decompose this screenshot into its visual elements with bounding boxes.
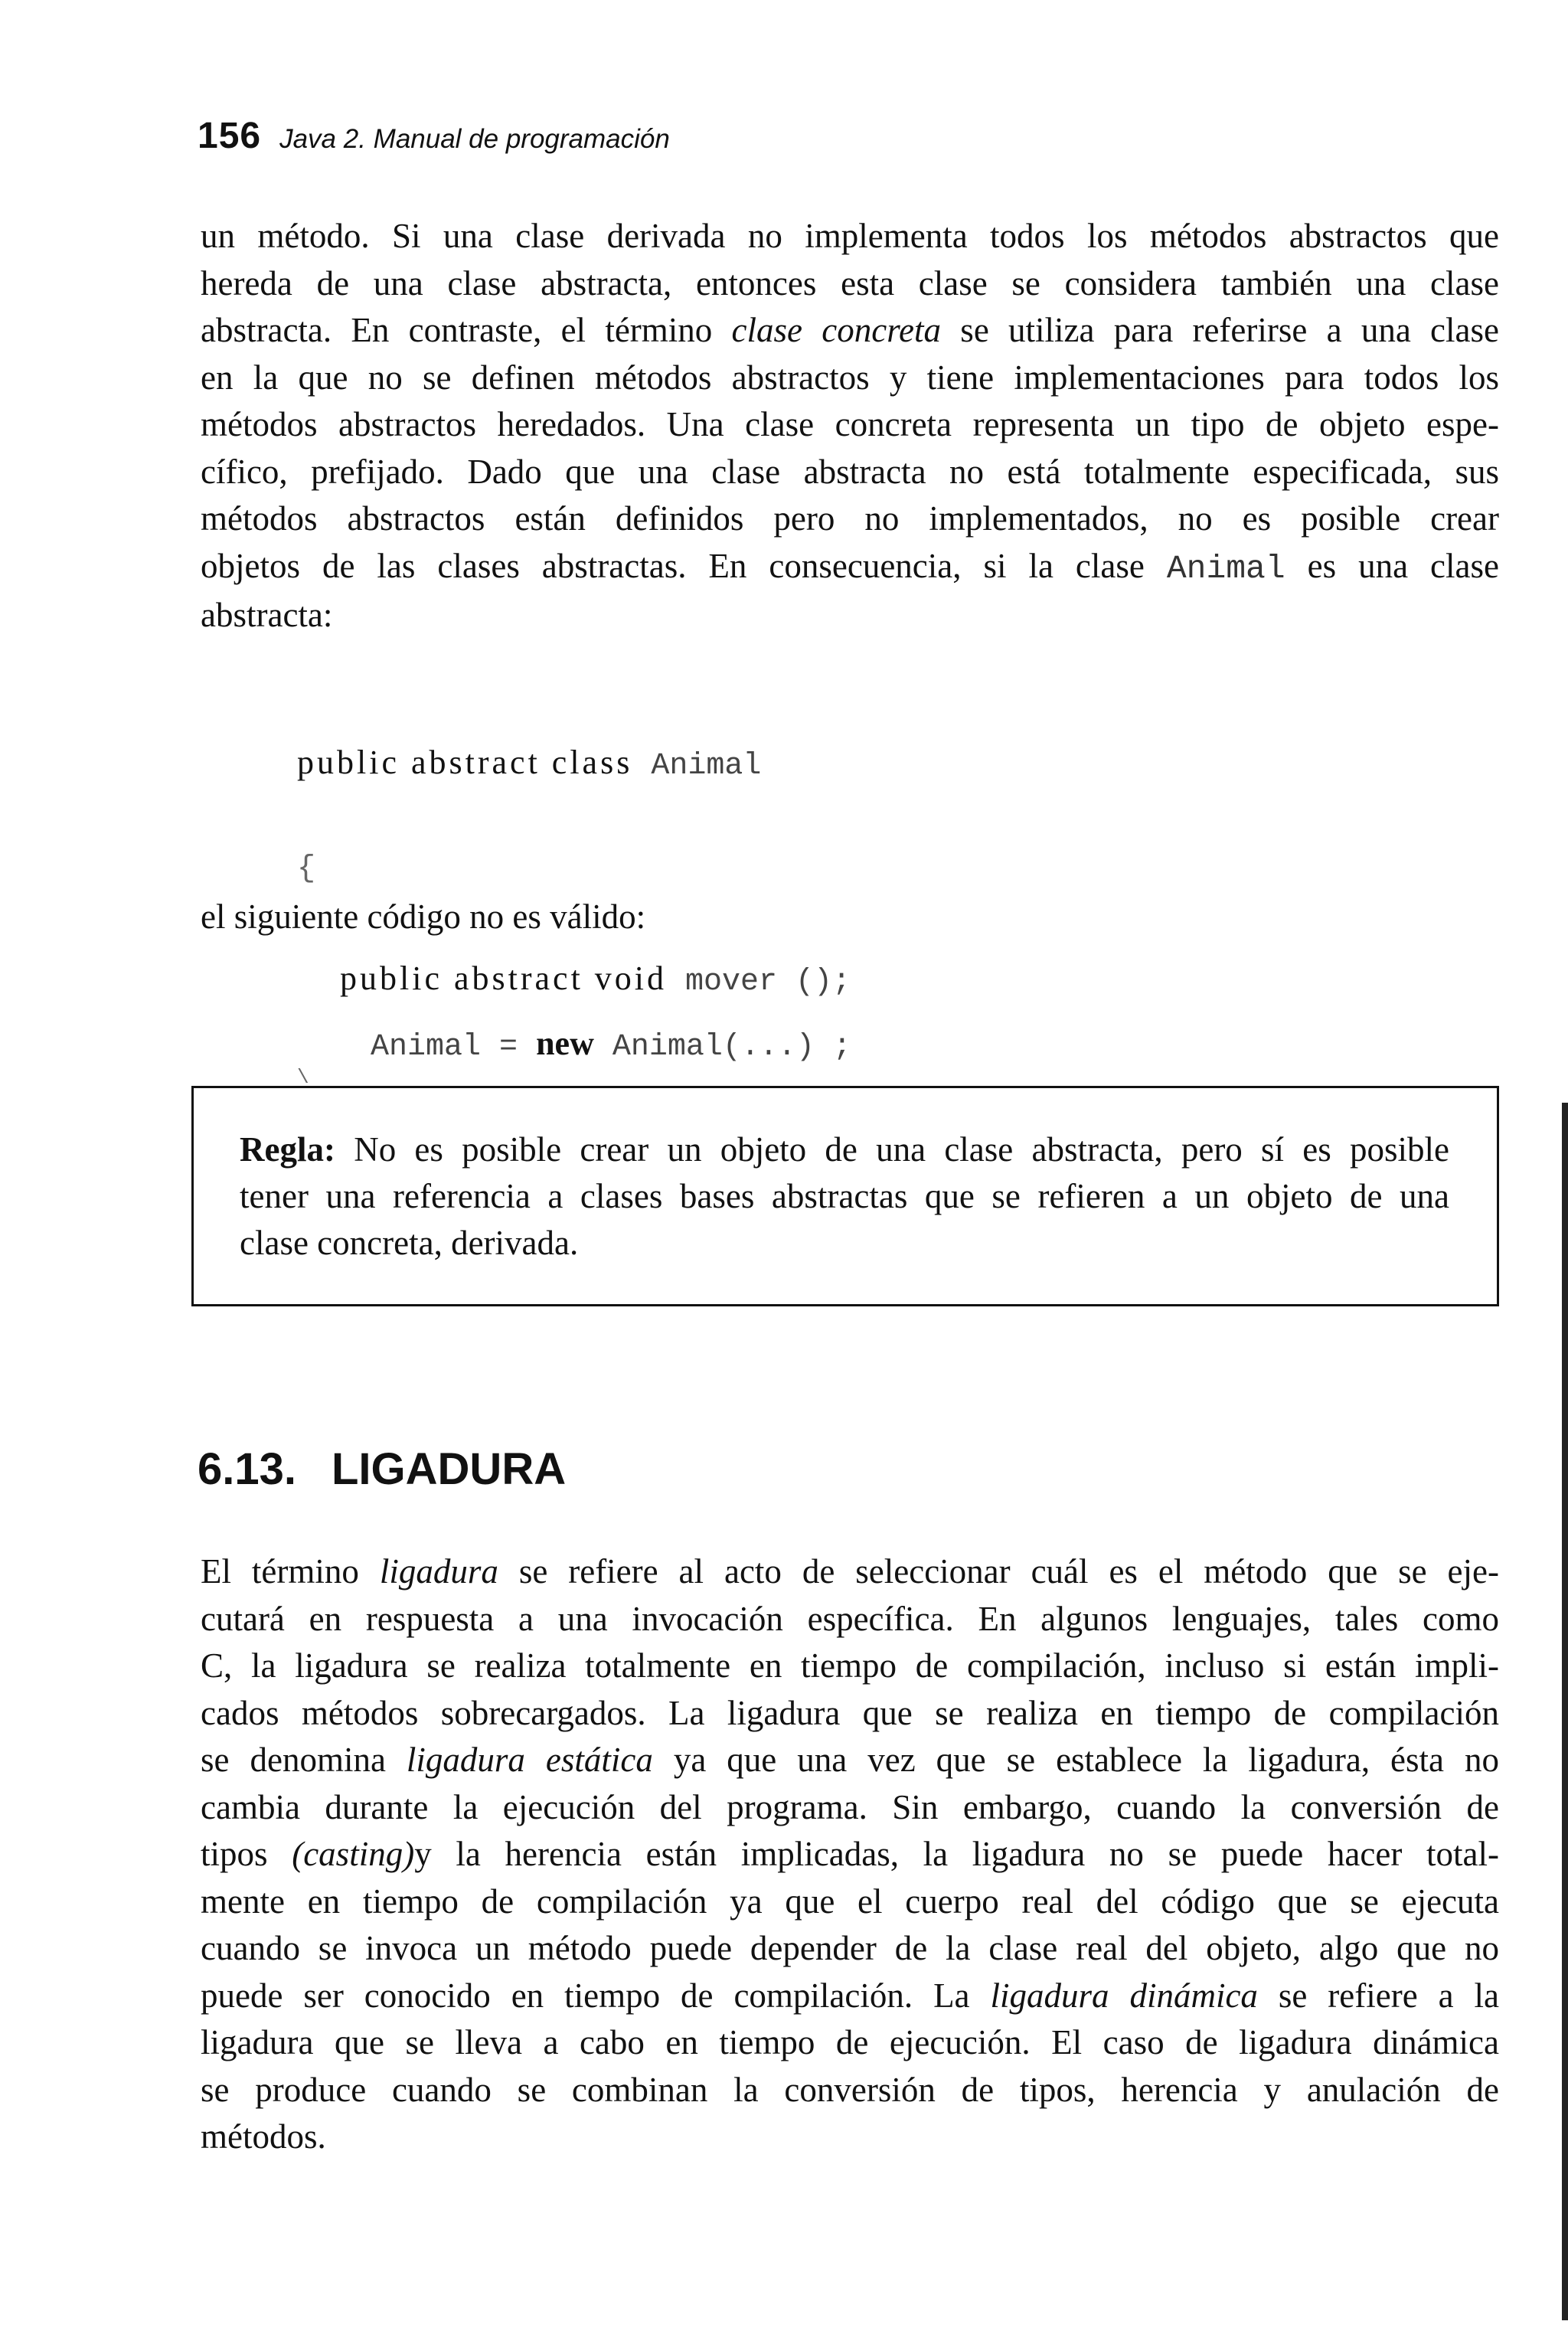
rule-text bbox=[240, 1126, 1449, 1267]
code-line: public abstract void mover (); bbox=[340, 960, 851, 999]
page-number: 156 bbox=[198, 116, 262, 156]
scan-page-edge bbox=[1562, 1103, 1568, 2320]
text-line: cuando se invoca un método puede depender de la clase real del objeto, algo que no bbox=[201, 1929, 1499, 1967]
text-line: un método. Si una clase derivada no implementa todos los métodos abstractos que bbox=[201, 217, 1499, 255]
text-line: abstracta. En contraste, el término clase concreta se utiliza para referirse a una clase bbox=[201, 311, 1499, 349]
code-line: public abstract class Animal bbox=[297, 744, 762, 783]
text-line: cados métodos sobrecargados. La ligadura que se realiza en tiempo de compilación bbox=[201, 1693, 1499, 1732]
text-line: se produce cuando se combinan la conversión de tipos, herencia y anulación de bbox=[201, 2070, 1499, 2109]
text-line: cífico, prefijado. Dado que una clase abstracta no está totalmente especificada, sus bbox=[201, 452, 1499, 491]
text-line: métodos. bbox=[201, 2117, 326, 2156]
text-line: Regla: No es posible crear un objeto de una clase abstracta, pero sí es posible bbox=[240, 1130, 1449, 1169]
inline-code-animal: Animal bbox=[1166, 549, 1285, 587]
text-line: en la que no se definen métodos abstractos y tiene implementaciones para todos los bbox=[201, 358, 1499, 397]
text-line: tener una referencia a clases bases abstractas que se refieren a un objeto de una bbox=[240, 1177, 1449, 1215]
section-number: 6.13. bbox=[198, 1444, 296, 1494]
text-line: mente en tiempo de compilación ya que el cuerpo real del código que se ejecuta bbox=[201, 1881, 1499, 1921]
text-line: puede ser conocido en tiempo de compilación. La ligadura dinámica se refiere a la bbox=[201, 1976, 1500, 2015]
rule-label: Regla: bbox=[240, 1130, 335, 1169]
text-line: hereda de una clase abstracta, entonces esta clase se considera también una clase bbox=[201, 263, 1499, 302]
code-line: \ bbox=[297, 1066, 309, 1089]
code-line: { bbox=[297, 852, 316, 886]
text-line: abstracta: bbox=[201, 596, 333, 634]
section-heading bbox=[198, 1443, 566, 1495]
rule-box bbox=[191, 1086, 1499, 1306]
paragraph-ligadura bbox=[201, 1548, 1499, 2161]
text-line: objetos de las clases abstractas. En consecuencia, si la clase Animal es una clase bbox=[201, 546, 1499, 587]
text-line: métodos abstractos heredados. Una clase concreta representa un tipo de objeto espe- bbox=[201, 405, 1499, 443]
text-line: C, la ligadura se realiza totalmente en tiempo de compilación, incluso si están impli- bbox=[201, 1646, 1499, 1685]
text-line: métodos abstractos están definidos pero no implementados, no es posible crear bbox=[201, 499, 1499, 538]
code-block-invalid: Animal = new Animal(...) ; bbox=[371, 1025, 851, 1064]
text-line: ligadura que se lleva a cabo en tiempo de ejecución. El caso de ligadura dinámica bbox=[201, 2023, 1499, 2061]
text-line: cutará en respuesta a una invocación específica. En algunos lenguajes, tales como bbox=[201, 1599, 1499, 1638]
paragraph-abstract-classes bbox=[201, 213, 1499, 639]
text-line: tipos (casting)y la herencia están implicadas, la ligadura no se puede hacer total- bbox=[201, 1835, 1499, 1873]
text-line: cambia durante la ejecución del programa. Sin embargo, cuando la conversión de bbox=[201, 1787, 1499, 1826]
text-line: se denomina ligadura estática ya que una vez que se establece la ligadura, ésta no bbox=[201, 1741, 1499, 1779]
text-line: El término ligadura se refiere al acto de seleccionar cuál es el método que se eje- bbox=[201, 1552, 1499, 1591]
term-clase-concreta: clase concreta bbox=[731, 311, 942, 349]
section-title: LIGADURA bbox=[332, 1444, 567, 1494]
book-title: Java 2. Manual de programación bbox=[279, 124, 670, 154]
text-line: clase concreta, derivada. bbox=[240, 1224, 579, 1262]
text-line: el siguiente código no es válido: bbox=[201, 897, 646, 936]
paragraph-invalid-code bbox=[201, 894, 1499, 941]
running-header bbox=[198, 115, 670, 157]
